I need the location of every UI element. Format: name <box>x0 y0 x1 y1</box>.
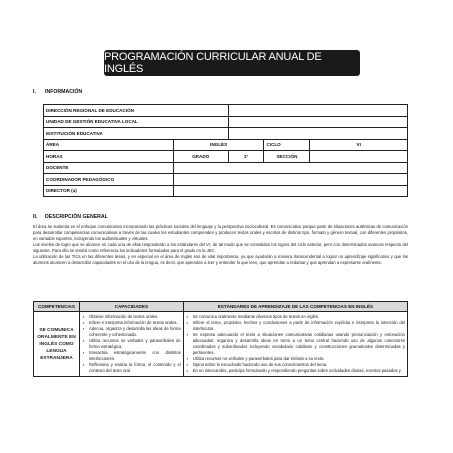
horas-label: HORAS <box>44 151 174 163</box>
ciclo-value: VI <box>310 139 408 151</box>
capacidades-cell <box>79 312 183 377</box>
seccion-value[interactable] <box>310 151 408 163</box>
competencies-table <box>33 301 408 377</box>
list-item: ▪ Utiliza recursos no verbales y paraverbales para dar énfasis a su texto. <box>186 356 405 362</box>
ie-label: INSTITUCIÓN EDUCATIVA <box>44 128 229 140</box>
list-item: ▪ Interactúa estratégicamente con distintos interlocutores. <box>82 350 181 362</box>
dre-label: DIRECCIÓN REGIONAL DE EDUCACIÓN <box>44 105 229 117</box>
grado-value: 1° <box>228 151 264 163</box>
ugel-label: UNIDAD DE GESTIÓN EDUCATIVA LOCAL <box>44 116 229 128</box>
grado-label: GRADO <box>173 151 228 163</box>
header-capacidades: CAPACIDADES <box>79 302 183 312</box>
info-row-coordinador <box>44 174 408 186</box>
document-title: PROGRAMACIÓN CURRICULAR ANUAL DE INGLÉS <box>104 50 360 76</box>
director-label: DIRECTOR (a) <box>44 185 174 197</box>
area-value: INGLÉS <box>173 139 264 151</box>
section-heading-descripcion <box>33 214 108 220</box>
list-item: ▪ Se expresa adecuando el texto a situaciones comunicativas cotidianas usando pronunciación y entonación adecuadas; organiza y desarrolla ideas en torno a un tema central haciendo uso de algunos conectores coordinados y subordinados incluyendo vocabulario cotidiano y construcciones gramaticales determinadas y pertinentes. <box>186 332 405 356</box>
section-number: I. <box>33 89 36 95</box>
coordinador-label: COORDINADOR PEDAGÓGICO <box>44 174 174 186</box>
info-row-dre <box>44 105 408 117</box>
capacidades-list <box>82 314 181 374</box>
header-competencias: COMPETENCIAS <box>34 302 80 312</box>
list-item: ▪ Infiere el tema, propósito, hechos y conclusiones a partir de información explícita e interpreta la intención del interlocutor. <box>186 320 405 332</box>
list-item: ▪ Adecua, organiza y desarrolla las ideas de forma coherente y cohesionada. <box>82 326 181 338</box>
competencies-header-row <box>34 302 408 312</box>
competency-row <box>34 312 408 377</box>
info-row-ugel <box>44 116 408 128</box>
list-item: ▪ Reflexiona y evalúa la forma, el contenido y el contexto del texto oral. <box>82 362 181 374</box>
list-item: ▪ Opina sobre lo escuchado haciendo uso de sus conocimientos del tema. <box>186 362 405 368</box>
dre-value[interactable] <box>228 105 407 117</box>
description-text <box>33 224 408 266</box>
section-label: DESCRIPCIÓN GENERAL <box>45 214 108 220</box>
ciclo-label: CICLO <box>264 139 310 151</box>
info-table <box>43 104 408 197</box>
area-label: ÁREA <box>44 139 174 151</box>
info-row-ie <box>44 128 408 140</box>
seccion-label: SECCIÓN <box>264 151 310 163</box>
list-item: ▪ Obtiene información de textos orales. <box>82 314 181 320</box>
list-item: ▪ Infiere e interpreta información de textos orales. <box>82 320 181 326</box>
section-label: INFORMACIÓN <box>45 89 83 95</box>
list-item: ▪ Se comunica oralmente mediante diversos tipos de textos en inglés. <box>186 314 405 320</box>
competency-name: SE COMUNICA ORALMENTE EN INGLÉS COMO LENGUA EXTRANJERA <box>34 312 80 377</box>
info-row-horas <box>44 151 408 163</box>
section-heading-informacion <box>33 89 82 95</box>
section-number: II. <box>33 214 38 220</box>
header-estandares: ESTÁNDARES DE APRENDIZAJE DE LAS COMPETENCIAS EN INGLÉS <box>183 302 407 312</box>
info-row-area <box>44 139 408 151</box>
list-item: ▪ Utiliza recursos no verbales y paraverbales de forma estratégica. <box>82 338 181 350</box>
description-paragraph: El área se sustenta en el enfoque comunicativo incorporando las prácticas sociales del lenguaje y la perspectiva sociocultural. Es comunicativo porque parte de situaciones auténticas de comunicación para desarrollar competencias comunicativas a través de las cuales los estudiantes comprenden y producen textos orales y escritos de distinto tipo, formato y género textual, con diferentes propósitos, en variados soportes, incluyendo los audiovisuales y virtuales. <box>33 224 408 241</box>
docente-label: DOCENTE <box>44 162 174 174</box>
list-item: ▪ En un intercambio, participa formulando y respondiendo preguntas sobre actividades diarias, eventos pasados y <box>186 368 405 374</box>
coordinador-value[interactable] <box>173 174 407 186</box>
estandares-cell <box>183 312 407 377</box>
docente-value[interactable] <box>173 162 407 174</box>
info-row-docente <box>44 162 408 174</box>
director-value[interactable] <box>173 185 407 197</box>
info-row-director <box>44 185 408 197</box>
estandares-list <box>186 314 405 374</box>
description-paragraph: La utilización de las TICs en las diferentes áreas, y en especial en el área de Inglés son de vital importancia, ya que ayudarán a manera transcendental a lograr un aprendizaje significativo y que los alumnos alcancen a desarrollar capacidades en el uso de la lengua, es decir, que aprendan a leer y entender lo que leen, que aprendan a redactar y que aprendan a expresarse oralmente. <box>33 254 408 265</box>
description-paragraph: Los niveles de logro que se alcance en cada una de ellas responderán a los estándares del VI, de tal modo que se consolidan los logros del ciclo anterior, pero con determinados avances respecto del siguiente. Para ello se tendrá como referencia los indicadores formulados para el grado en la JEC. <box>33 242 408 253</box>
ugel-value[interactable] <box>228 116 407 128</box>
ie-value[interactable] <box>228 128 407 140</box>
